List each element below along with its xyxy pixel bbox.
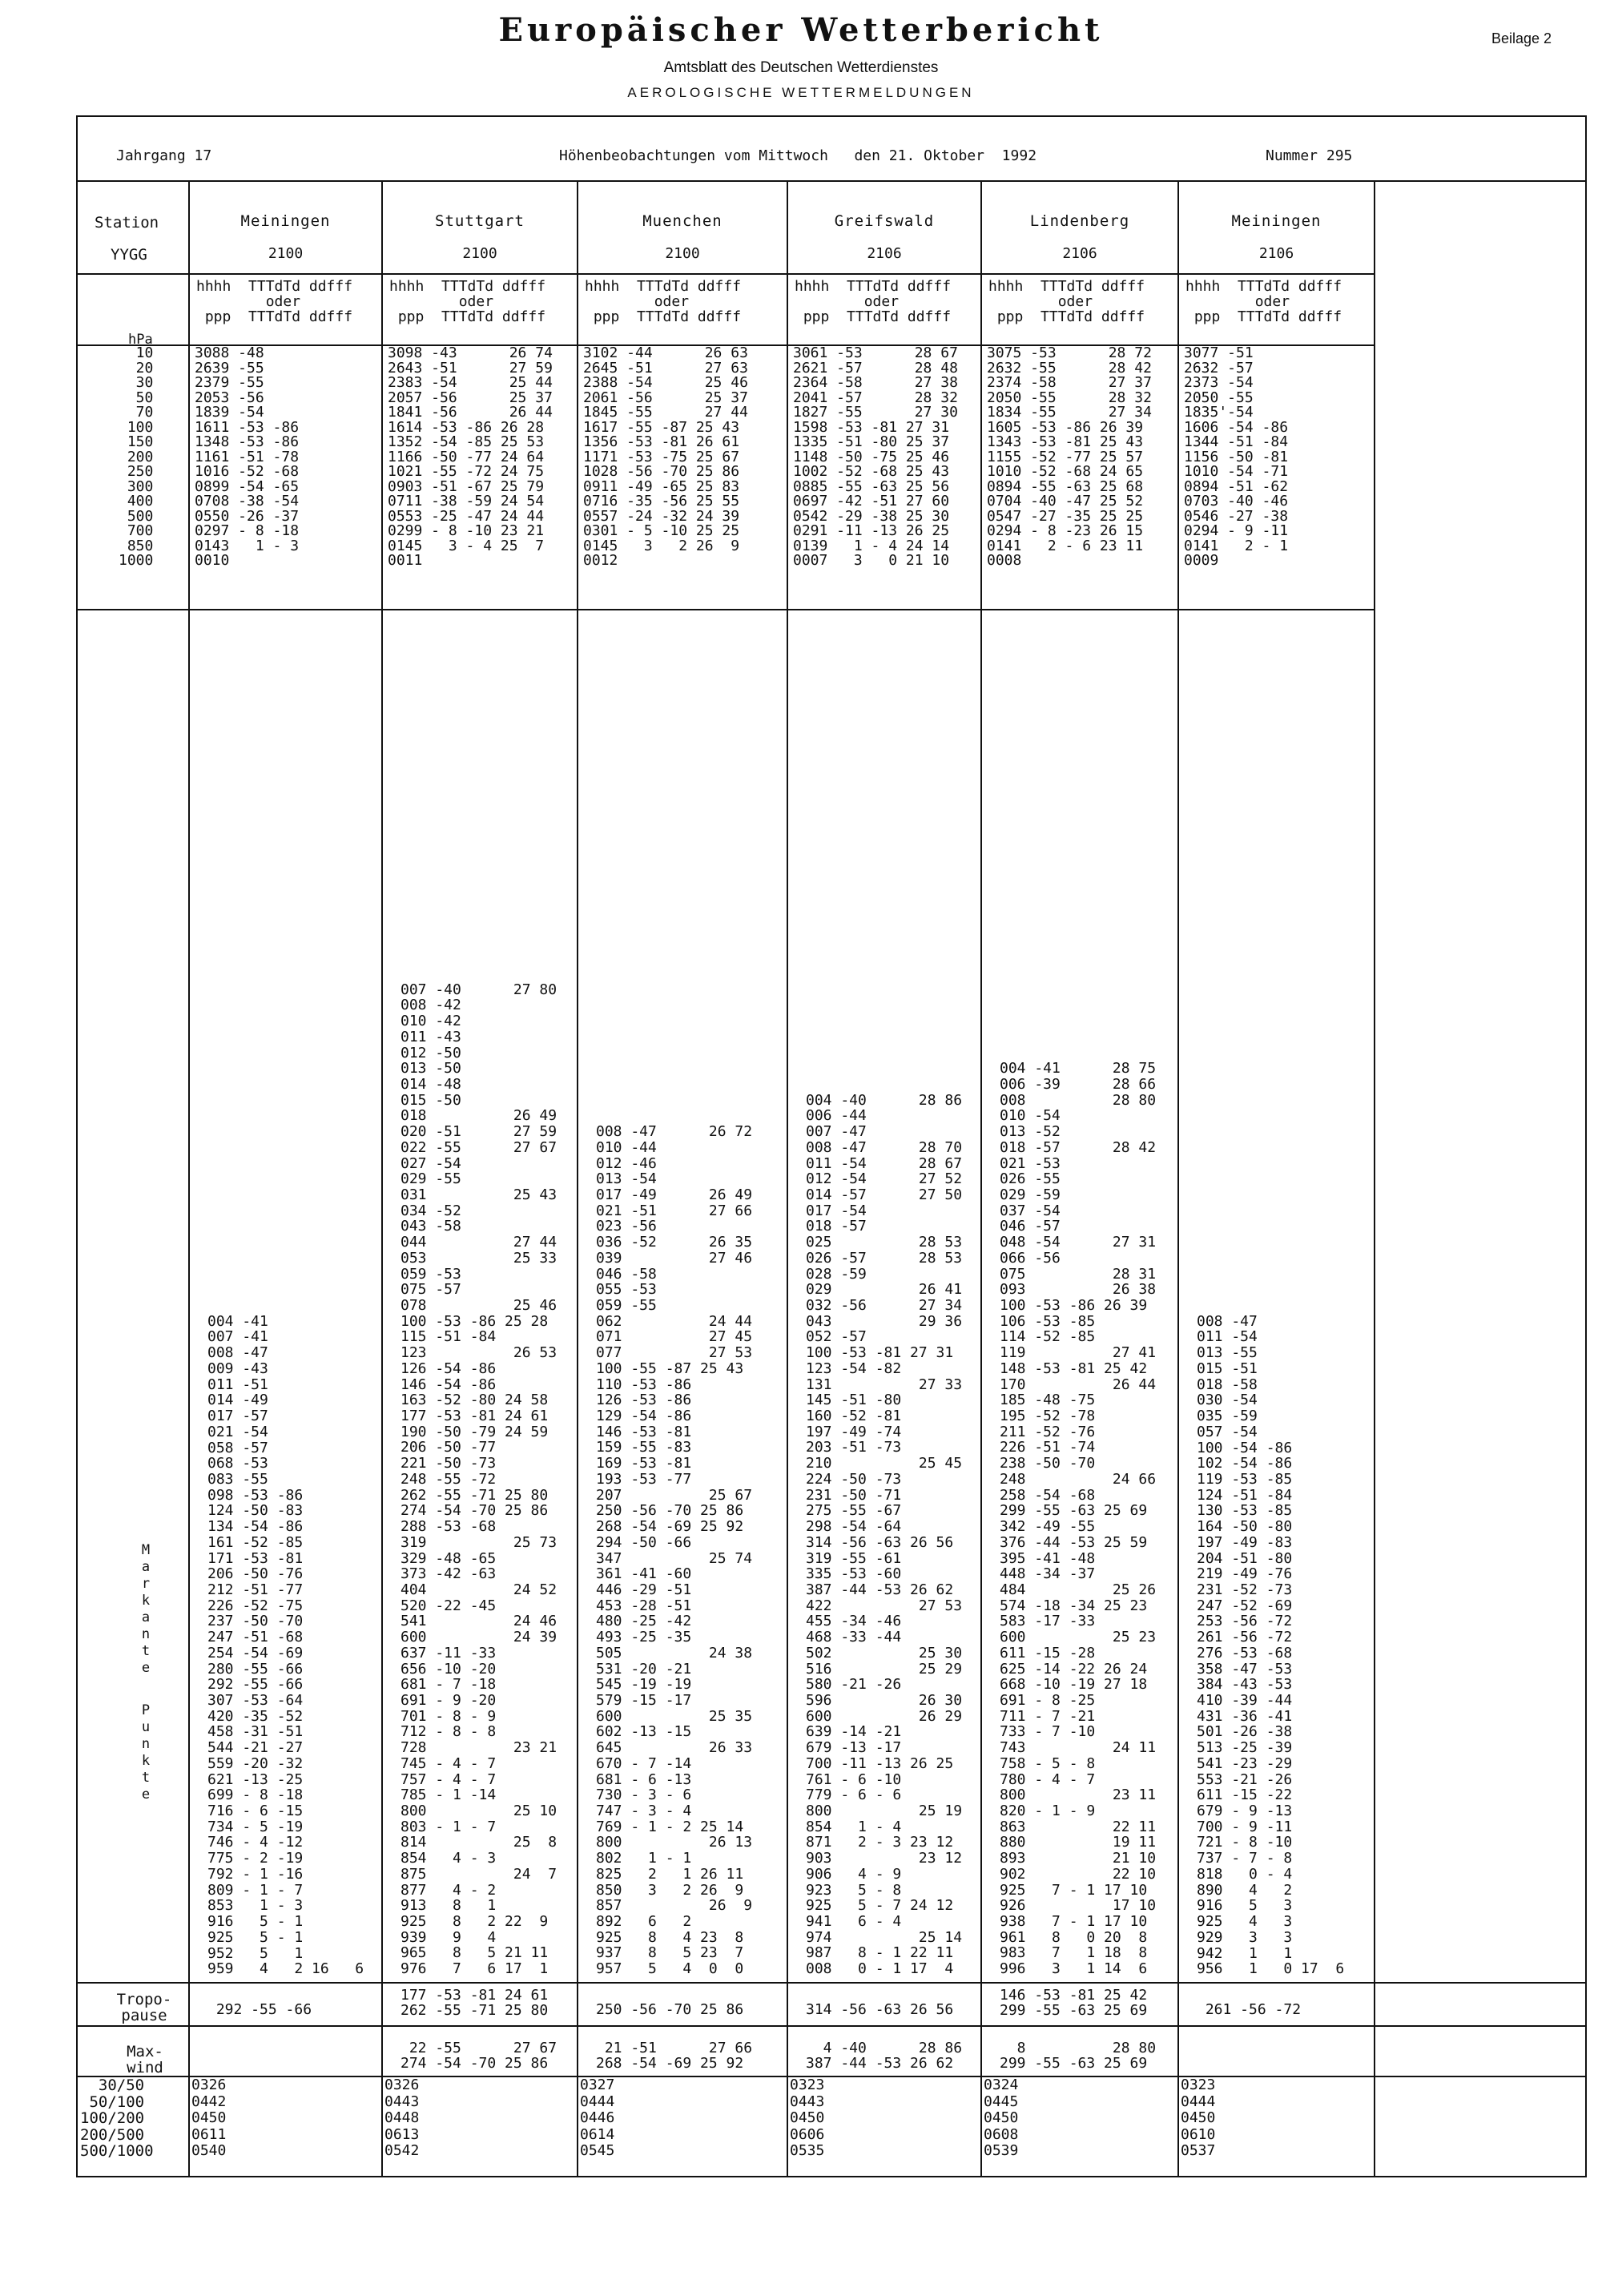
column-header: hhhh TTTdTd ddfff oder ppp TTTdTd ddfff bbox=[389, 278, 546, 325]
tropopause-value: 292 -55 -66 bbox=[207, 2001, 312, 2018]
report-date: Höhenbeobachtungen vom Mittwoch den 21. Oktober 1992 bbox=[559, 147, 1037, 164]
maxwind-value: 4 -40 28 86 387 -44 -53 26 62 bbox=[806, 2040, 963, 2072]
station-name: Greifswald bbox=[834, 212, 935, 230]
rule-trop bbox=[76, 2025, 1587, 2027]
tropopause-value: 177 -53 -81 24 61 262 -55 -71 25 80 bbox=[400, 1987, 549, 2019]
station-yygg: 2100 bbox=[665, 245, 700, 262]
report-subtitle: Amtsblatt des Deutschen Wetterdienstes bbox=[663, 59, 939, 76]
rule-top bbox=[76, 180, 1587, 182]
col-divider-2 bbox=[577, 180, 578, 2177]
tropopause-label: Tropo- pause bbox=[116, 1991, 172, 2024]
rule-standard bbox=[76, 609, 1374, 610]
markante-label: M a r k a n t e bbox=[141, 1542, 151, 1676]
maxwind-value: 21 -51 27 66 268 -54 -69 25 92 bbox=[596, 2040, 753, 2072]
rule-maxwind bbox=[76, 2076, 1587, 2077]
station-yygg: 2100 bbox=[462, 245, 497, 262]
station-name: Lindenberg bbox=[1029, 212, 1130, 230]
nummer: Nummer 295 bbox=[1266, 147, 1353, 164]
col-divider-1 bbox=[381, 180, 383, 2177]
col-divider-5 bbox=[1177, 180, 1179, 2177]
punkte-label: P u n k t e bbox=[141, 1702, 151, 1803]
col-divider-6 bbox=[1374, 180, 1375, 2177]
report-section: AEROLOGISCHE WETTERMELDUNGEN bbox=[627, 85, 975, 100]
jahrgang: Jahrgang 17 bbox=[116, 147, 212, 164]
station-yygg: 2106 bbox=[1062, 245, 1097, 262]
rule-stations bbox=[76, 273, 1374, 275]
col-divider-4 bbox=[980, 180, 982, 2177]
column-header: hhhh TTTdTd ddfff oder ppp TTTdTd ddfff bbox=[988, 278, 1145, 325]
thickness-values: 0323 0443 0450 0606 0535 bbox=[790, 2076, 825, 2159]
column-header: hhhh TTTdTd ddfff oder ppp TTTdTd ddfff bbox=[585, 278, 742, 325]
tropopause-value: 261 -56 -72 bbox=[1197, 2001, 1302, 2018]
column-header: hhhh TTTdTd ddfff oder ppp TTTdTd ddfff bbox=[1185, 278, 1342, 325]
yygg-label: YYGG bbox=[111, 246, 147, 264]
significant-points: 007 -40 27 80 008 -42 010 -42 011 -43 012 -50 013 -50 014 -48 015 -50 018 26 49 020 -51 27 59 022 -55 27 67 027 -54 029 -55 031 25 43 034 -52 043 -58 044 27 44 053 25 33 059 -53 075 -57 078 25 46 100 -53 -86 25 28 115 -51 -84 123 26 53 126 -54 -86 146 -54 -86 163 -52 -80 24 58 177 -53 -81 24 61 190 -50 -79 24 59 206 -50 -77 221 -50 -73 248 -55 -72 262 -55 -71 25 80 274 -54 -70 25 86 288 -53 -68 319 25 73 329 -48 -65 373 -42 -63 404 24 52 520 -22 -45 541 24 46 600 24 39 637 -11 -33 656 -10 -20 681 - 7 -18 691 - 9 -20 701 - 8 - 9 712 - 8 - 8 728 23 21 745 - 4 - 7 757 - 4 - 7 785 - 1 -14 800 25 10 803 - 1 - 7 814 25 8 854 4 - 3 875 24 7 877 4 - 2 913 8 1 925 8 2 22 9 939 9 4 965 8 5 21 11 976 7 6 17 1 bbox=[400, 981, 557, 1978]
maxwind-value: 8 28 80 299 -55 -63 25 69 bbox=[1000, 2040, 1157, 2072]
station-name: Stuttgart bbox=[435, 212, 525, 230]
station-name: Meiningen bbox=[1231, 212, 1322, 230]
report-title: Europäischer Wetterbericht bbox=[498, 11, 1104, 49]
thickness-values: 0326 0443 0448 0613 0542 bbox=[384, 2076, 420, 2159]
significant-points: 004 -41 28 75 006 -39 28 66 008 28 80 010 -54 013 -52 018 -57 28 42 021 -53 026 -55 029 -59 037 -54 046 -57 048 -54 27 31 066 -56 075 28 31 093 26 38 100 -53 -86 26 39 106 -53 -85 114 -52 -85 119 27 41 148 -53 -81 25 42 170 26 44 185 -48 -75 195 -52 -78 211 -52 -76 226 -51 -74 238 -50 -70 248 24 66 258 -54 -68 299 -55 -63 25 69 342 -49 -55 376 -44 -53 25 59 395 -41 -48 448 -34 -37 484 25 26 574 -18 -34 25 23 583 -17 -33 600 25 23 611 -15 -28 625 -14 -22 26 24 668 -10 -19 27 18 691 - 8 -25 711 - 7 -21 733 - 7 -10 743 24 11 758 - 5 - 8 780 - 4 - 7 800 23 11 820 - 1 - 9 863 22 11 880 19 11 893 21 10 902 22 10 925 7 - 1 17 10 926 17 10 938 7 - 1 17 10 961 8 0 20 8 983 7 1 18 8 996 3 1 14 6 bbox=[1000, 1060, 1157, 1978]
standard-levels: 3098 -43 26 74 2643 -51 27 59 2383 -54 25 44 2057 -56 25 37 1841 -56 26 44 1614 -53 -86 26 28 1352 -54 -85 25 53 1166 -50 -77 24 64 1021 -55 -72 24 75 0903 -51 -67 25 79 0711 -38 -59 24 54 0553 -25 -47 24 44 0299 - 8 -10 23 21 0145 3 - 4 25 7 0011 bbox=[388, 344, 553, 569]
standard-levels: 3061 -53 28 67 2621 -57 28 48 2364 -58 27 38 2041 -57 28 32 1827 -55 27 30 1598 -53 -81 27 31 1335 -51 -80 25 37 1148 -50 -75 25 46 1002 -52 -68 25 43 0885 -55 -63 25 56 0697 -42 -51 27 60 0542 -29 -38 25 30 0291 -11 -13 26 25 0139 1 - 4 24 14 0007 3 0 21 10 bbox=[793, 344, 958, 569]
thickness-values: 0326 0442 0450 0611 0540 bbox=[191, 2076, 227, 2159]
beilage-label: Beilage 2 bbox=[1491, 30, 1552, 46]
thickness-values: 0327 0444 0446 0614 0545 bbox=[580, 2076, 615, 2159]
significant-points: 004 -41 007 -41 008 -47 009 -43 011 -51 014 -49 017 -57 021 -54 058 -57 068 -53 083 -55 098 -53 -86 124 -50 -83 134 -54 -86 161 -52 -85 171 -53 -81 206 -50 -76 212 -51 -77 226 -52 -75 237 -50 -70 247 -51 -68 254 -54 -69 280 -55 -66 292 -55 -66 307 -53 -64 420 -35 -52 458 -31 -51 544 -21 -27 559 -20 -32 621 -13 -25 699 - 8 -18 716 - 6 -15 734 - 5 -19 746 - 4 -12 775 - 2 -19 792 - 1 -16 809 - 1 - 7 853 1 - 3 916 5 - 1 925 5 - 1 952 5 1 959 4 2 16 6 bbox=[207, 1312, 364, 1978]
thickness-values: 0324 0445 0450 0608 0539 bbox=[984, 2076, 1019, 2159]
maxwind-label: Max- wind bbox=[127, 2043, 163, 2076]
standard-levels: 3088 -48 2639 -55 2379 -55 2053 -56 1839 -54 1611 -53 -86 1348 -53 -86 1161 -51 -78 1016 -52 -68 0899 -54 -65 0708 -38 -54 0550 -26 -37 0297 - 8 -18 0143 1 - 3 0010 bbox=[195, 344, 300, 569]
significant-points: 004 -40 28 86 006 -44 007 -47 008 -47 28 70 011 -54 28 67 012 -54 27 52 014 -57 27 50 017 -54 018 -57 025 28 53 026 -57 28 53 028 -59 029 26 41 032 -56 27 34 043 29 36 052 -57 100 -53 -81 27 31 123 -54 -82 131 27 33 145 -51 -80 160 -52 -81 197 -49 -74 203 -51 -73 210 25 45 224 -50 -73 231 -50 -71 275 -55 -67 298 -54 -64 314 -56 -63 26 56 319 -55 -61 335 -53 -60 387 -44 -53 26 62 422 27 53 455 -34 -46 468 -33 -44 502 25 30 516 25 29 580 -21 -26 596 26 30 600 26 29 639 -14 -21 679 -13 -17 700 -11 -13 26 25 761 - 6 -10 779 - 6 - 6 800 25 19 854 1 - 4 871 2 - 3 23 12 903 23 12 906 4 - 9 923 5 - 8 925 5 - 7 24 12 941 6 - 4 974 25 14 987 8 - 1 22 11 008 0 - 1 17 4 bbox=[806, 1091, 963, 1978]
tropopause-value: 314 -56 -63 26 56 bbox=[806, 2001, 954, 2018]
station-label: Station bbox=[95, 214, 159, 232]
tropopause-value: 250 -56 -70 25 86 bbox=[596, 2001, 744, 2018]
column-header: hhhh TTTdTd ddfff oder ppp TTTdTd ddfff bbox=[795, 278, 952, 325]
station-yygg: 2106 bbox=[867, 245, 902, 262]
column-header: hhhh TTTdTd ddfff oder ppp TTTdTd ddfff bbox=[196, 278, 353, 325]
pressure-levels: 10 20 30 50 70 100 150 200 250 300 400 500 700 850 1000 bbox=[119, 344, 154, 569]
standard-levels: 3102 -44 26 63 2645 -51 27 63 2388 -54 25 46 2061 -56 25 37 1845 -55 27 44 1617 -55 -87 25 43 1356 -53 -81 26 61 1171 -53 -75 25 67 1028 -56 -70 25 86 0911 -49 -65 25 83 0716 -35 -56 25 55 0557 -24 -32 24 39 0301 - 5 -10 25 25 0145 3 2 26 9 0012 bbox=[583, 344, 748, 569]
maxwind-value: 22 -55 27 67 274 -54 -70 25 86 bbox=[400, 2040, 557, 2072]
station-name: Muenchen bbox=[642, 212, 723, 230]
station-yygg: 2100 bbox=[268, 245, 304, 262]
col-divider-3 bbox=[787, 180, 788, 2177]
thickness-levels: 30/50 50/100 100/200 200/500 500/1000 bbox=[80, 2076, 154, 2160]
significant-points: 008 -47 011 -54 013 -55 015 -51 018 -58 030 -54 035 -59 057 -54 100 -54 -86 102 -54 -86 119 -53 -85 124 -51 -84 130 -53 -85 164 -50 -80 197 -49 -83 204 -51 -80 219 -49 -76 231 -52 -73 247 -52 -69 253 -56 -72 261 -56 -72 276 -53 -68 358 -47 -53 384 -43 -53 410 -39 -44 431 -36 -41 501 -26 -38 513 -25 -39 541 -23 -29 553 -21 -26 611 -15 -22 679 - 9 -13 700 - 9 -11 721 - 8 -10 737 - 7 - 8 818 0 - 4 890 4 2 916 5 3 925 4 3 929 3 3 942 1 1 956 1 0 17 6 bbox=[1197, 1312, 1345, 1978]
thickness-values: 0323 0444 0450 0610 0537 bbox=[1181, 2076, 1216, 2159]
standard-levels: 3075 -53 28 72 2632 -55 28 42 2374 -58 27 37 2050 -55 28 32 1834 -55 27 34 1605 -53 -86 26 39 1343 -53 -81 25 43 1155 -52 -77 25 57 1010 -52 -68 24 65 0894 -55 -63 25 68 0704 -40 -47 25 52 0547 -27 -35 25 25 0294 - 8 -23 26 15 0141 2 - 6 23 11 0008 bbox=[987, 344, 1152, 569]
col-divider-0 bbox=[188, 180, 190, 2177]
station-yygg: 2106 bbox=[1258, 245, 1294, 262]
standard-levels: 3077 -51 2632 -57 2373 -54 2050 -55 1835'-54 1606 -54 -86 1344 -51 -84 1156 -50 -81 1010 -54 -71 0894 -51 -62 0703 -40 -46 0546 -27 -38 0294 - 9 -11 0141 2 - 1 0009 bbox=[1184, 344, 1289, 569]
tropopause-value: 146 -53 -81 25 42 299 -55 -63 25 69 bbox=[1000, 1987, 1148, 2019]
hpa-label: hPa bbox=[128, 332, 153, 348]
rule-sig bbox=[76, 1982, 1587, 1984]
significant-points: 008 -47 26 72 010 -44 012 -46 013 -54 017 -49 26 49 021 -51 27 66 023 -56 036 -52 26 35 039 27 46 046 -58 055 -53 059 -55 062 24 44 071 27 45 077 27 53 100 -55 -87 25 43 110 -53 -86 126 -53 -86 129 -54 -86 146 -53 -81 159 -55 -83 169 -53 -81 193 -53 -77 207 25 67 250 -56 -70 25 86 268 -54 -69 25 92 294 -50 -66 347 25 74 361 -41 -60 446 -29 -51 453 -28 -51 480 -25 -42 493 -25 -35 505 24 38 531 -20 -21 545 -19 -19 579 -15 -17 600 25 35 602 -13 -15 645 26 33 670 - 7 -14 681 - 6 -13 730 - 3 - 6 747 - 3 - 4 769 - 1 - 2 25 14 800 26 13 802 1 - 1 825 2 1 26 11 850 3 2 26 9 857 26 9 892 6 2 925 8 4 23 8 937 8 5 23 7 957 5 4 0 0 bbox=[596, 1123, 753, 1978]
station-name: Meiningen bbox=[240, 212, 331, 230]
